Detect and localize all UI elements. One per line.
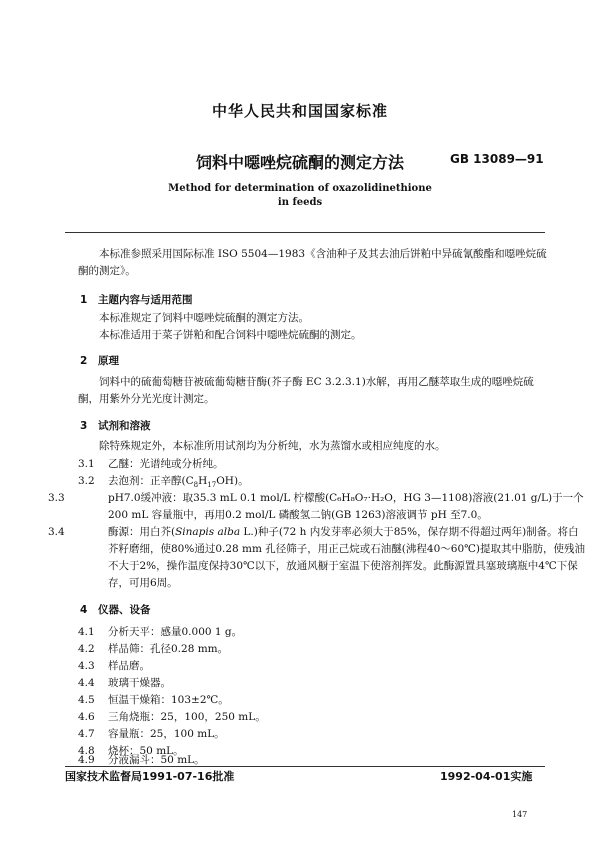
top-divider [65, 232, 545, 233]
list-item: 4.1 分析天平：感量0.000 1 g。 [78, 626, 243, 638]
standard-number: GB 13089—91 [450, 152, 544, 166]
standard-header: 中华人民共和国国家标准 [211, 102, 388, 120]
list-item: 4.6 三角烧瓶：25，100，250 mL。 [78, 711, 266, 723]
english-title-line-2: in feeds [277, 197, 323, 208]
section-3-para-1: 除特殊规定外，本标准所用试剂均为分析纯，水为蒸馏水或相应纯度的水。 [99, 440, 446, 452]
list-item: 4.5 恒温干燥箱：103±2℃。 [78, 694, 229, 706]
list-item: 4.8 烧杯：50 mL。 [78, 745, 184, 757]
approval-date: 国家技术监督局1991-07-16批准 [65, 770, 235, 783]
section-1-para-1: 本标准规定了饲料中噁唑烷硫酮的测定方法。 [99, 312, 309, 324]
implementation-date: 1992-04-01实施 [440, 770, 533, 783]
intro-paragraph: 本标准参照采用国际标准 ISO 5504—1983《含油种子及其去油后饼粕中异硫氰酸酯和噁唑烷硫酮的测定》。 [78, 248, 547, 277]
list-item: 3.3 pH7.0缓冲液：取35.3 mL 0.1 mol/L 柠檬酸(C₆H₈O₇·H₂O，HG 3—1108)溶液(21.01 g/L)于一个200 mL 容量瓶中，再用0.2 mol/L 磷酸氢二钠(GB 1263)溶液调节 pH 至7.0。 [48, 492, 584, 521]
section-heading-4: 4 仪器、设备 [80, 604, 151, 616]
section-heading-1: 1 主题内容与适用范围 [80, 294, 193, 306]
list-item: 4.7 容量瓶：25，100 mL。 [78, 728, 225, 740]
list-item: 3.4 酶源：用白芥(Sinapis alba L.)种子(72 h 内发芽率必须大于85%，保存期不得超过两年)制备。将白芥籽磨细，使80%通过0.28 mm 孔径筛子，用正己烷或石油醚(沸程40～60℃)提取其中脂肪，使残油不大于2%，操作温度保持30℃以下，放通风橱于室温下使溶剂挥发。此酶源置具塞玻璃瓶中4℃下保存，可用6周。 [48, 526, 585, 589]
document-title: 饲料中噁唑烷硫酮的测定方法 [195, 153, 404, 172]
list-item: 3.2 去泡剂：正辛醇$(C_8H_{17}OH)$。 [78, 475, 249, 490]
list-item: 4.3 样品磨。 [78, 660, 150, 672]
section-2-para-1: 饲料中的硫葡萄糖苷被硫葡萄糖苷酶(芥子酶 EC 3.2.3.1)水解，再用乙醚萃取生成的噁唑烷硫酮，用紫外分光光度计测定。 [78, 376, 534, 405]
english-title-line-1: Method for determination of oxazolidinethione [168, 183, 432, 194]
list-item: 4.4 玻璃干燥器。 [78, 677, 171, 689]
list-item: 4.9 分液漏斗：50 mL。 [78, 754, 205, 766]
section-1-para-2: 本标准适用于菜子饼粕和配合饲料中噁唑烷硫酮的测定。 [99, 329, 362, 341]
bottom-divider [65, 766, 545, 767]
section-heading-3: 3 试剂和溶液 [80, 420, 151, 432]
page-number: 147 [512, 810, 528, 819]
section-heading-2: 2 原理 [80, 355, 119, 367]
list-item: 3.1 乙醚：光谱纯或分析纯。 [78, 458, 224, 470]
list-item: 4.2 样品筛：孔径0.28 mm。 [78, 643, 229, 655]
